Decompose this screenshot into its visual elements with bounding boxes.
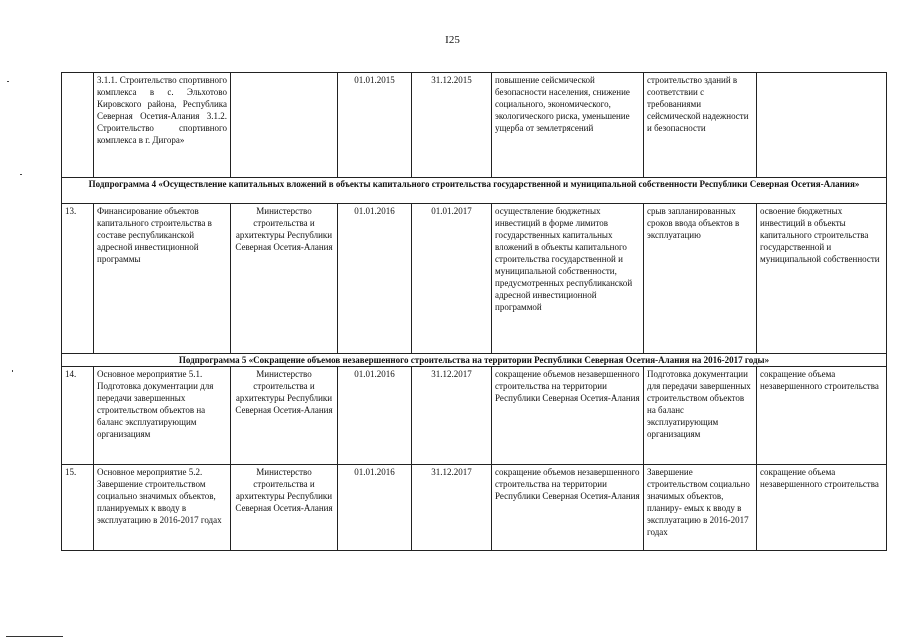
cell-start-date: 01.01.2016	[338, 367, 412, 465]
cell-consequence: Подготовка документации для передачи завершенных строительством объектов на баланс эксплуатирующим организациям	[644, 367, 757, 465]
cell-activity-name: Основное мероприятие 5.2. Завершение строительством социально значимых объектов, планируемых к вводу в эксплуатацию в 2016-2017 годах	[94, 465, 231, 551]
cell-executor: Министерство строительства и архитектуры Республики Северная Осетия-Алания	[231, 465, 338, 551]
cell-number: 15.	[62, 465, 94, 551]
cell-start-date: 01.01.2015	[338, 73, 412, 178]
cell-activity-name: Финансирование объектов капитального строительства в составе республиканской адресной инвестиционной программы	[94, 204, 231, 354]
cell-expected-result: сокращение объемов незавершенного строительства на территории Республики Северная Осетия-Алания	[492, 367, 644, 465]
cell-number	[62, 73, 94, 178]
cell-expected-result: осуществление бюджетных инвестиций в форме лимитов государственных капитальных вложений в объекты капитального строительства государственной и муниципальной собственности, предусмотренных республиканской адресной инвестиционной программой	[492, 204, 644, 354]
cell-end-date: 31.12.2017	[412, 465, 492, 551]
cell-indicator-link	[757, 73, 887, 178]
scan-speck	[12, 370, 13, 372]
table-row	[62, 367, 887, 465]
cell-end-date: 01.01.2017	[412, 204, 492, 354]
scan-speck	[7, 81, 9, 82]
cell-number: 14.	[62, 367, 94, 465]
cell-end-date: 31.12.2017	[412, 367, 492, 465]
cell-start-date: 01.01.2016	[338, 465, 412, 551]
cell-executor: Министерство строительства и архитектуры Республики Северная Осетия-Алания	[231, 367, 338, 465]
cell-indicator-link: освоение бюджетных инвестиций в объекты капитального строительства государственной и муниципальной собственности	[757, 204, 887, 354]
cell-expected-result: сокращение объемов незавершенного строительства на территории Республики Северная Осетия-Алания	[492, 465, 644, 551]
table-row	[62, 465, 887, 551]
table-row	[62, 73, 887, 178]
subprogram-5-heading: Подпрограмма 5 «Сокращение объемов незавершенного строительства на территории Республики Северная Осетия-Алания на 2016-2017 годы»	[62, 354, 887, 367]
cell-executor	[231, 73, 338, 178]
cell-consequence: Завершение строительством социально значимых объектов, планиру- емых к вводу в эксплуатацию в 2016-2017 годах	[644, 465, 757, 551]
cell-number: 13.	[62, 204, 94, 354]
table-row	[62, 204, 887, 354]
cell-executor: Министерство строительства и архитектуры Республики Северная Осетия-Алания	[231, 204, 338, 354]
footnote-rule	[6, 636, 63, 637]
cell-consequence: строительство зданий в соответствии с требованиями сейсмической надежности и безопасности	[644, 73, 757, 178]
cell-start-date: 01.01.2016	[338, 204, 412, 354]
program-activities-table	[61, 72, 887, 551]
cell-activity-name: Основное мероприятие 5.1. Подготовка документации для передачи завершенных строительством объектов на баланс эксплуатирующим организациям	[94, 367, 231, 465]
cell-indicator-link: сокращение объема незавершенного строительства	[757, 465, 887, 551]
subprogram-4-heading: Подпрограмма 4 «Осуществление капитальных вложений в объекты капитального строительства государственной и муниципальной собственности Республики Северная Осетия-Алания»	[62, 178, 887, 204]
subprogram-heading-row	[62, 354, 887, 367]
cell-end-date: 31.12.2015	[412, 73, 492, 178]
scan-speck	[20, 174, 22, 175]
cell-indicator-link: сокращение объема незавершенного строительства	[757, 367, 887, 465]
page-number: I25	[445, 34, 460, 46]
cell-expected-result: повышение сейсмической безопасности населения, снижение социального, экономического, экологического риска, уменьшение ущерба от землетрясений	[492, 73, 644, 178]
cell-activity-name: 3.1.1. Строительство спортивного комплекса в с. Эльхотово Кировского района, Республика Северная Осетия-Алания 3.1.2. Строительство спортивного комплекса в г. Дигора»	[94, 73, 231, 178]
cell-consequence: срыв запланированных сроков ввода объектов в эксплуатацию	[644, 204, 757, 354]
subprogram-heading-row	[62, 178, 887, 204]
